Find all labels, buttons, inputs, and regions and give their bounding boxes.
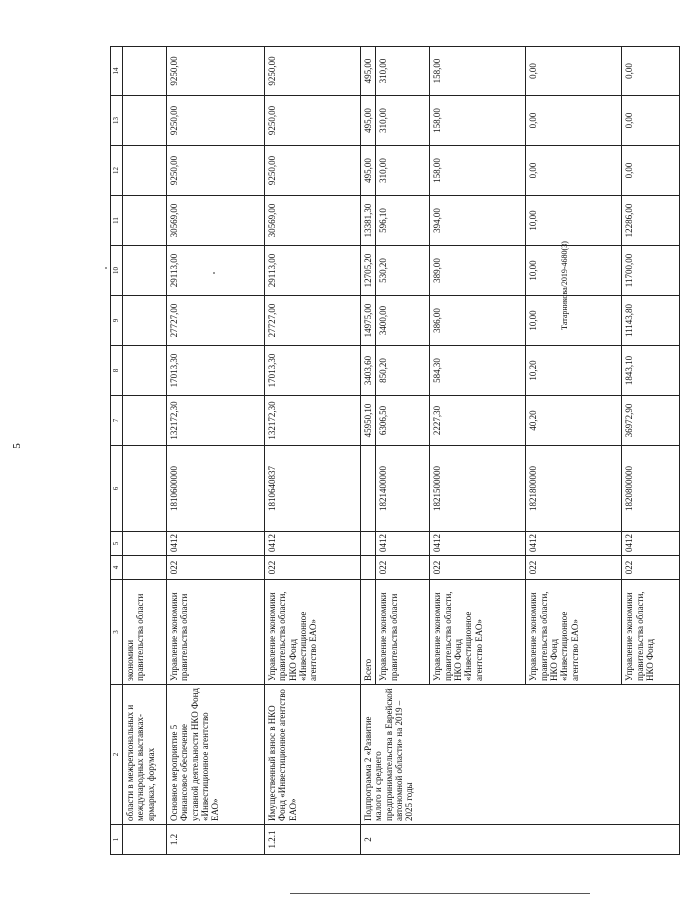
- table-cell-rz: 0412: [265, 532, 361, 556]
- table-cell-grbs: 022: [526, 556, 622, 580]
- table-cell-name: области в межрегиональных и международных выставках-ярмарках, форумах: [123, 685, 167, 825]
- page-number: 5: [10, 443, 23, 449]
- table-cell-v2025: 0,00: [622, 96, 680, 146]
- table-cell-v2021: 27727,00: [167, 296, 265, 346]
- table-cell-csr: [361, 446, 376, 532]
- table-cell-v2023: [123, 196, 167, 246]
- bottom-rule: [290, 893, 590, 894]
- table-cell-v2021: 3400,00: [376, 296, 430, 346]
- table-cell-rz: 0412: [622, 532, 680, 556]
- table-cell-rz: [361, 532, 376, 556]
- table-cell-v2021: 11143,80: [622, 296, 680, 346]
- table-cell-csr: [123, 446, 167, 532]
- table-cell-rz: 0412: [167, 532, 265, 556]
- table-cell-exec: Всего: [361, 580, 376, 685]
- table-cell-v2022: [123, 246, 167, 296]
- table-cell-v2023: 30569,00: [167, 196, 265, 246]
- table-cell-rz: 0412: [430, 532, 526, 556]
- table-cell-v2024: 9250,00: [265, 146, 361, 196]
- table-cell-v2023: 596,10: [376, 196, 430, 246]
- table-cell-rz: [123, 532, 167, 556]
- table-cell-v2024: [123, 146, 167, 196]
- table-cell-v2023: 13381,30: [361, 196, 376, 246]
- column-number-header: 6: [111, 446, 123, 532]
- table-cell-name: Имущественный взнос в НКО Фонд «Инвестиционное агентство ЕАО»: [265, 685, 361, 825]
- column-number-header: 11: [111, 196, 123, 246]
- table-cell-rz: 0412: [526, 532, 622, 556]
- table-cell-csr: 1810600000: [167, 446, 265, 532]
- table-cell-v2024: 0,00: [622, 146, 680, 196]
- table-cell-v2020: 850,20: [376, 346, 430, 396]
- table-cell-grbs: 022: [265, 556, 361, 580]
- table-cell-v2019: 132172,30: [265, 396, 361, 446]
- column-number-header: 7: [111, 396, 123, 446]
- table-cell-v2023: 12286,00: [622, 196, 680, 246]
- table-cell-v2019: 36972,90: [622, 396, 680, 446]
- table-cell-csr: 1820800000: [622, 446, 680, 532]
- table-cell-v2021: 10,00: [526, 296, 622, 346]
- table-cell-v2019: 132172,30: [167, 396, 265, 446]
- table-cell-v2026: [123, 47, 167, 96]
- column-number-header: 8: [111, 346, 123, 396]
- table-cell-v2021: 14975,00: [361, 296, 376, 346]
- table-cell-v2026: 310,00: [376, 47, 430, 96]
- table-cell-csr: 1810640837: [265, 446, 361, 532]
- scan-dot: [105, 267, 107, 269]
- table-cell-v2019: 2227,30: [430, 396, 526, 446]
- column-number-header: 10: [111, 246, 123, 296]
- table-cell-v2021: [123, 296, 167, 346]
- table-cell-grbs: 022: [376, 556, 430, 580]
- table-cell-v2023: 30569,00: [265, 196, 361, 246]
- table-cell-v2021: 27727,00: [265, 296, 361, 346]
- table-cell-exec: Управление экономики правительства области, НКО Фонд «Инвестиционное агентство ЕАО»: [265, 580, 361, 685]
- table-cell-grbs: 022: [430, 556, 526, 580]
- document-watermark: Tатарникова/2019-4680(3): [560, 241, 569, 330]
- table-cell-v2020: [123, 346, 167, 396]
- table-row: [265, 47, 361, 855]
- table-cell-csr: 1821500000: [430, 446, 526, 532]
- table-cell-v2025: 9250,00: [167, 96, 265, 146]
- table-cell-v2023: 10,00: [526, 196, 622, 246]
- table-cell-csr: 1821400000: [376, 446, 430, 532]
- table-cell-v2025: 9250,00: [265, 96, 361, 146]
- table-cell-v2022: 10,00: [526, 246, 622, 296]
- table-cell-name: Основное мероприятие 5 Финансовое обеспечение уставной деятельности НКО Фонд «Инвестиционное агентство ЕАО»: [167, 685, 265, 825]
- table-cell-v2022: 12705,20: [361, 246, 376, 296]
- table-cell-v2020: 584,30: [430, 346, 526, 396]
- column-number-header: 4: [111, 556, 123, 580]
- table-cell-v2020: 10,20: [526, 346, 622, 396]
- column-number-header: 14: [111, 47, 123, 96]
- table-cell-v2020: 3403,60: [361, 346, 376, 396]
- table-row: [361, 47, 376, 855]
- table-cell-v2019: 45950,10: [361, 396, 376, 446]
- column-number-header: 3: [111, 580, 123, 685]
- table-body: [123, 47, 680, 855]
- column-number-header: 5: [111, 532, 123, 556]
- table-cell-v2026: 9250,00: [265, 47, 361, 96]
- table-cell-v2023: 394,00: [430, 196, 526, 246]
- table-cell-v2022: 530,20: [376, 246, 430, 296]
- table-cell-v2026: 0,00: [622, 47, 680, 96]
- table-cell-grbs: [123, 556, 167, 580]
- table-cell-num: 2: [361, 825, 680, 855]
- table-cell-exec: Управление экономики правительства области, НКО Фонд «Инвестиционное агентство ЕАО»: [526, 580, 622, 685]
- table-cell-v2025: 0,00: [526, 96, 622, 146]
- table-cell-v2024: 9250,00: [167, 146, 265, 196]
- table-cell-num: [123, 825, 167, 855]
- table-cell-v2019: [123, 396, 167, 446]
- table-cell-v2020: 17013,30: [265, 346, 361, 396]
- table-cell-exec: Управление экономики правительства области, НКО Фонд «Инвестиционное агентство ЕАО»: [430, 580, 526, 685]
- table-cell-v2020: 1843,10: [622, 346, 680, 396]
- table-cell-exec: экономики правительства области: [123, 580, 167, 685]
- table-cell-v2024: 495,00: [361, 146, 376, 196]
- column-number-header: 1: [111, 825, 123, 855]
- table-cell-v2020: 17013,30: [167, 346, 265, 396]
- table-cell-v2019: 40,20: [526, 396, 622, 446]
- table-cell-v2022: 389,00: [430, 246, 526, 296]
- table-cell-v2022: 29113,00: [167, 246, 265, 296]
- table-cell-exec: Управление экономики правительства области, НКО Фонд: [622, 580, 680, 685]
- table-cell-num: 1.2.1: [265, 825, 361, 855]
- table-cell-v2022: 29113,00: [265, 246, 361, 296]
- column-number-header: 2: [111, 685, 123, 825]
- table-cell-v2026: 0,00: [526, 47, 622, 96]
- table-cell-v2025: [123, 96, 167, 146]
- rotated-table-container: [110, 47, 656, 855]
- table-cell-v2021: 386,00: [430, 296, 526, 346]
- table-cell-v2025: 495,00: [361, 96, 376, 146]
- table-cell-csr: 1821800000: [526, 446, 622, 532]
- table-cell-v2019: 6306,50: [376, 396, 430, 446]
- table-cell-grbs: 022: [622, 556, 680, 580]
- table-row: [123, 47, 167, 855]
- table-cell-v2026: 9250,00: [167, 47, 265, 96]
- column-number-row: [111, 47, 123, 855]
- column-number-header: 12: [111, 146, 123, 196]
- table-cell-grbs: 022: [167, 556, 265, 580]
- budget-table: [110, 46, 680, 855]
- table-cell-grbs: [361, 556, 376, 580]
- table-cell-v2022: 11700,00: [622, 246, 680, 296]
- table-cell-v2025: 158,00: [430, 96, 526, 146]
- table-cell-v2026: 495,00: [361, 47, 376, 96]
- table-cell-num: 1.2: [167, 825, 265, 855]
- table-cell-v2025: 310,00: [376, 96, 430, 146]
- table-cell-v2024: 0,00: [526, 146, 622, 196]
- table-row: [167, 47, 265, 855]
- table-cell-v2024: 310,00: [376, 146, 430, 196]
- table-cell-v2024: 158,00: [430, 146, 526, 196]
- table-cell-v2026: 158,00: [430, 47, 526, 96]
- table-cell-exec: Управление экономики правительства области: [376, 580, 430, 685]
- column-number-header: 13: [111, 96, 123, 146]
- table-cell-rz: 0412: [376, 532, 430, 556]
- table-cell-exec: Управление экономики правительства области: [167, 580, 265, 685]
- column-number-header: 9: [111, 296, 123, 346]
- table-cell-name: Подпрограмма 2 «Развитие малого и среднего предпринимательства в Еврейской автономной области» на 2019 – 2025 годы: [361, 685, 680, 825]
